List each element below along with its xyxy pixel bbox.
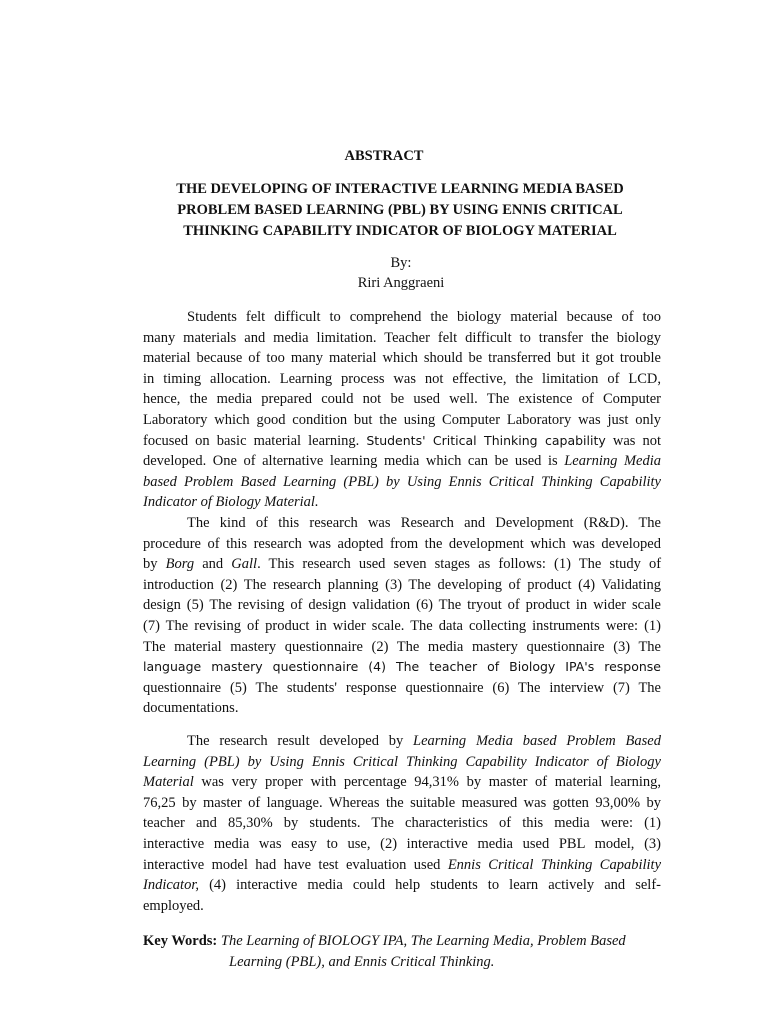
author-name: Riri Anggraeni xyxy=(357,275,445,291)
keywords-value: The Learning of BIOLOGY IPA, The Learning Media, Problem Based xyxy=(220,933,626,949)
text-line: questionnaire (5) The students' response questionnaire (6) The interview (7) The xyxy=(143,679,661,696)
text-line xyxy=(143,472,661,493)
paragraph-3 xyxy=(143,731,661,916)
keywords xyxy=(143,931,673,972)
title-line: PROBLEM BASED LEARNING (PBL) BY USING ENNIS CRITICAL xyxy=(177,202,623,218)
text-line: 76,25 by master of language. Whereas the suitable measured was gotten 93,00% by xyxy=(143,794,661,811)
text-segment: developed. One of alternative learning media which can be used is xyxy=(143,453,558,470)
abstract-heading: ABSTRACT xyxy=(344,148,424,164)
text-segment: Ennis Critical Thinking Capability xyxy=(447,856,662,873)
text-segment: (4) interactive media could help students to learn actively and self- xyxy=(209,877,661,894)
paper-title xyxy=(140,179,660,242)
text-line: (7) The revising of product in wider scale. The data collecting instruments were: (1) xyxy=(143,617,661,634)
text-line xyxy=(143,855,661,876)
text-line: hence, the media prepared could not be used well. The existence of Computer xyxy=(143,391,661,408)
text-segment: was very proper with percentage 94,31% by master of material learning, xyxy=(201,774,661,791)
text-line xyxy=(143,875,661,896)
text-segment: Learning (PBL) by Using Ennis Critical Thinking Capability Indicator of Biology xyxy=(143,753,661,770)
text-line: material because of too many material which should be transferred but it got trouble xyxy=(143,350,661,367)
text-segment: based Problem Based Learning (PBL) by Using Ennis Critical Thinking Capability xyxy=(143,473,661,490)
keywords-line xyxy=(143,931,673,952)
keywords-label: Key Words: xyxy=(143,933,218,949)
paragraph-1 xyxy=(143,307,661,513)
text-line: language mastery questionnaire (4) The teacher of Biology IPA's response xyxy=(143,659,661,675)
text-line xyxy=(143,731,661,752)
text-segment: Learning Media xyxy=(564,453,662,470)
text-segment: and xyxy=(202,556,224,573)
text-line: many materials and media limitation. Teacher felt difficult to transfer the biology xyxy=(143,329,661,346)
text-line xyxy=(143,554,661,575)
text-segment: Students' Critical Thinking capability xyxy=(366,432,606,448)
text-line: introduction (2) The research planning (3) The developing of product (4) Validating xyxy=(143,576,661,593)
text-segment: Material xyxy=(143,774,194,791)
paragraph-2 xyxy=(143,513,661,719)
text-segment: was not xyxy=(612,432,662,449)
text-line xyxy=(143,431,661,452)
text-line: interactive media was easy to use, (2) interactive media used PBL model, (3) xyxy=(143,835,661,852)
text-line xyxy=(143,752,661,773)
text-segment: Indicator of Biology Material. xyxy=(143,494,319,511)
text-line xyxy=(143,451,661,472)
text-segment: by xyxy=(143,556,158,573)
text-line: documentations. xyxy=(143,700,239,717)
text-segment: Borg xyxy=(165,556,195,573)
text-line: design (5) The revising of design validation (6) The tryout of product in wider scale xyxy=(143,597,661,614)
text-line xyxy=(143,772,661,793)
text-line xyxy=(143,492,661,513)
text-line: in timing allocation. Learning process was not effective, the limitation of LCD, xyxy=(143,370,661,387)
text-line: The kind of this research was Research and Development (R&D). The xyxy=(187,515,661,531)
text-line: The material mastery questionnaire (2) The media mastery questionnaire (3) The xyxy=(143,638,661,655)
text-segment: . This research used seven stages as follows: (1) The study of xyxy=(257,556,662,573)
keywords-value: Learning (PBL), and Ennis Critical Thinking. xyxy=(229,953,495,970)
text-line: Students felt difficult to comprehend the biology material because of too xyxy=(187,309,661,325)
text-segment: Indicator, xyxy=(143,877,199,894)
text-segment: focused on basic material learning. xyxy=(143,432,360,449)
text-line: employed. xyxy=(143,897,204,914)
text-segment: interactive model had have test evaluation used xyxy=(143,856,441,873)
text-line: Laboratory which good condition but the using Computer Laboratory was just only xyxy=(143,411,661,428)
text-line: procedure of this research was adopted from the development which was developed xyxy=(143,535,661,552)
text-line: teacher and 85,30% by students. The characteristics of this media were: (1) xyxy=(143,815,661,832)
text-segment: Learning Media based Problem Based xyxy=(413,733,661,749)
by-label: By: xyxy=(390,255,412,271)
title-line: THINKING CAPABILITY INDICATOR OF BIOLOGY MATERIAL xyxy=(183,223,617,239)
title-line: THE DEVELOPING OF INTERACTIVE LEARNING MEDIA BASED xyxy=(176,181,624,197)
text-segment: The research result developed by xyxy=(187,733,404,749)
text-segment: Gall xyxy=(231,556,258,573)
